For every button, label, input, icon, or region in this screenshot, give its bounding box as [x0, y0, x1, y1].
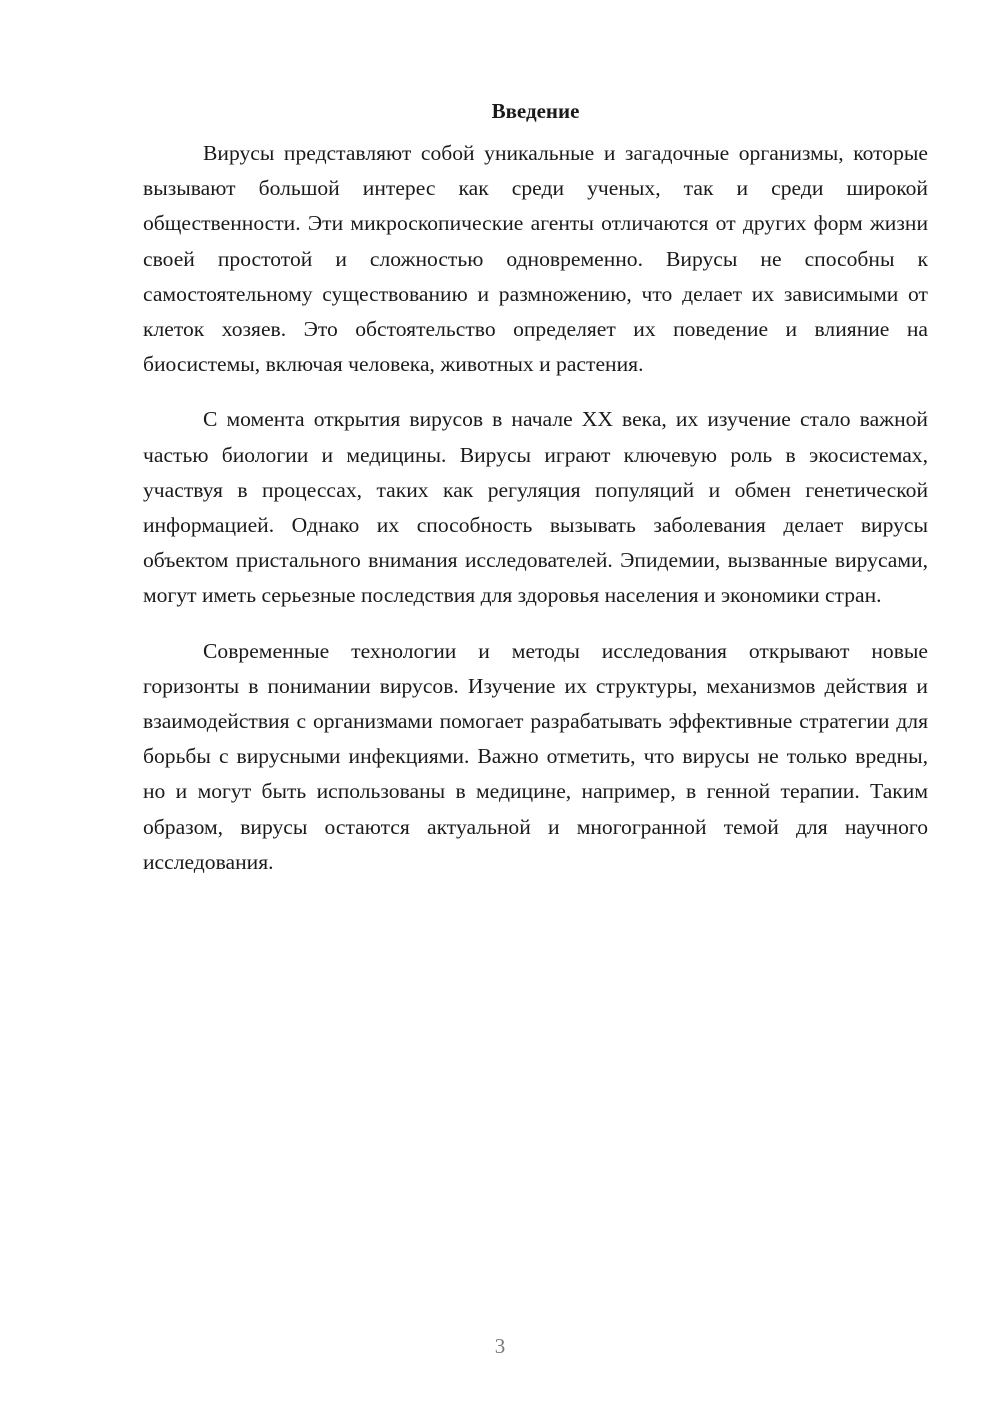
- paragraph-3: Современные технологии и методы исследования открывают новые горизонты в понимании вирусов. Изучение их структуры, механизмов действия и взаимодействия с организмами помогает разрабатывать эффективные стратегии для борьбы с вирусными инфекциями. Важно отметить, что вирусы не только вредны, но и могут быть использованы в медицине, например, в генной терапии. Таким образом, вирусы остаются актуальной и многогранной темой для научного исследования.: [143, 638, 928, 874]
- section-heading: Введение: [491, 99, 580, 123]
- paragraph-2: С момента открытия вирусов в начале XX века, их изучение стало важной частью биологии и медицины. Вирусы играют ключевую роль в экосистемах, участвуя в процессах, таких как регуляция популяций и обмен генетической информацией. Однако их способность вызывать заболевания делает вирусы объектом пристального внимания исследователей. Эпидемии, вызванные вирусами, могут иметь серьезные последствия для здоровья населения и экономики стран.: [143, 407, 928, 608]
- page-content: [143, 96, 928, 880]
- page-number: 3: [494, 1334, 506, 1358]
- paragraph-1: Вирусы представляют собой уникальные и загадочные организмы, которые вызывают большой интерес как среди ученых, так и среди широкой общественности. Эти микроскопические агенты отличаются от других форм жизни своей простотой и сложностью одновременно. Вирусы не способны к самостоятельному существованию и размножению, что делает их зависимыми от клеток хозяев. Это обстоятельство определяет их поведение и влияние на биосистемы, включая человека, животных и растения.: [143, 141, 928, 377]
